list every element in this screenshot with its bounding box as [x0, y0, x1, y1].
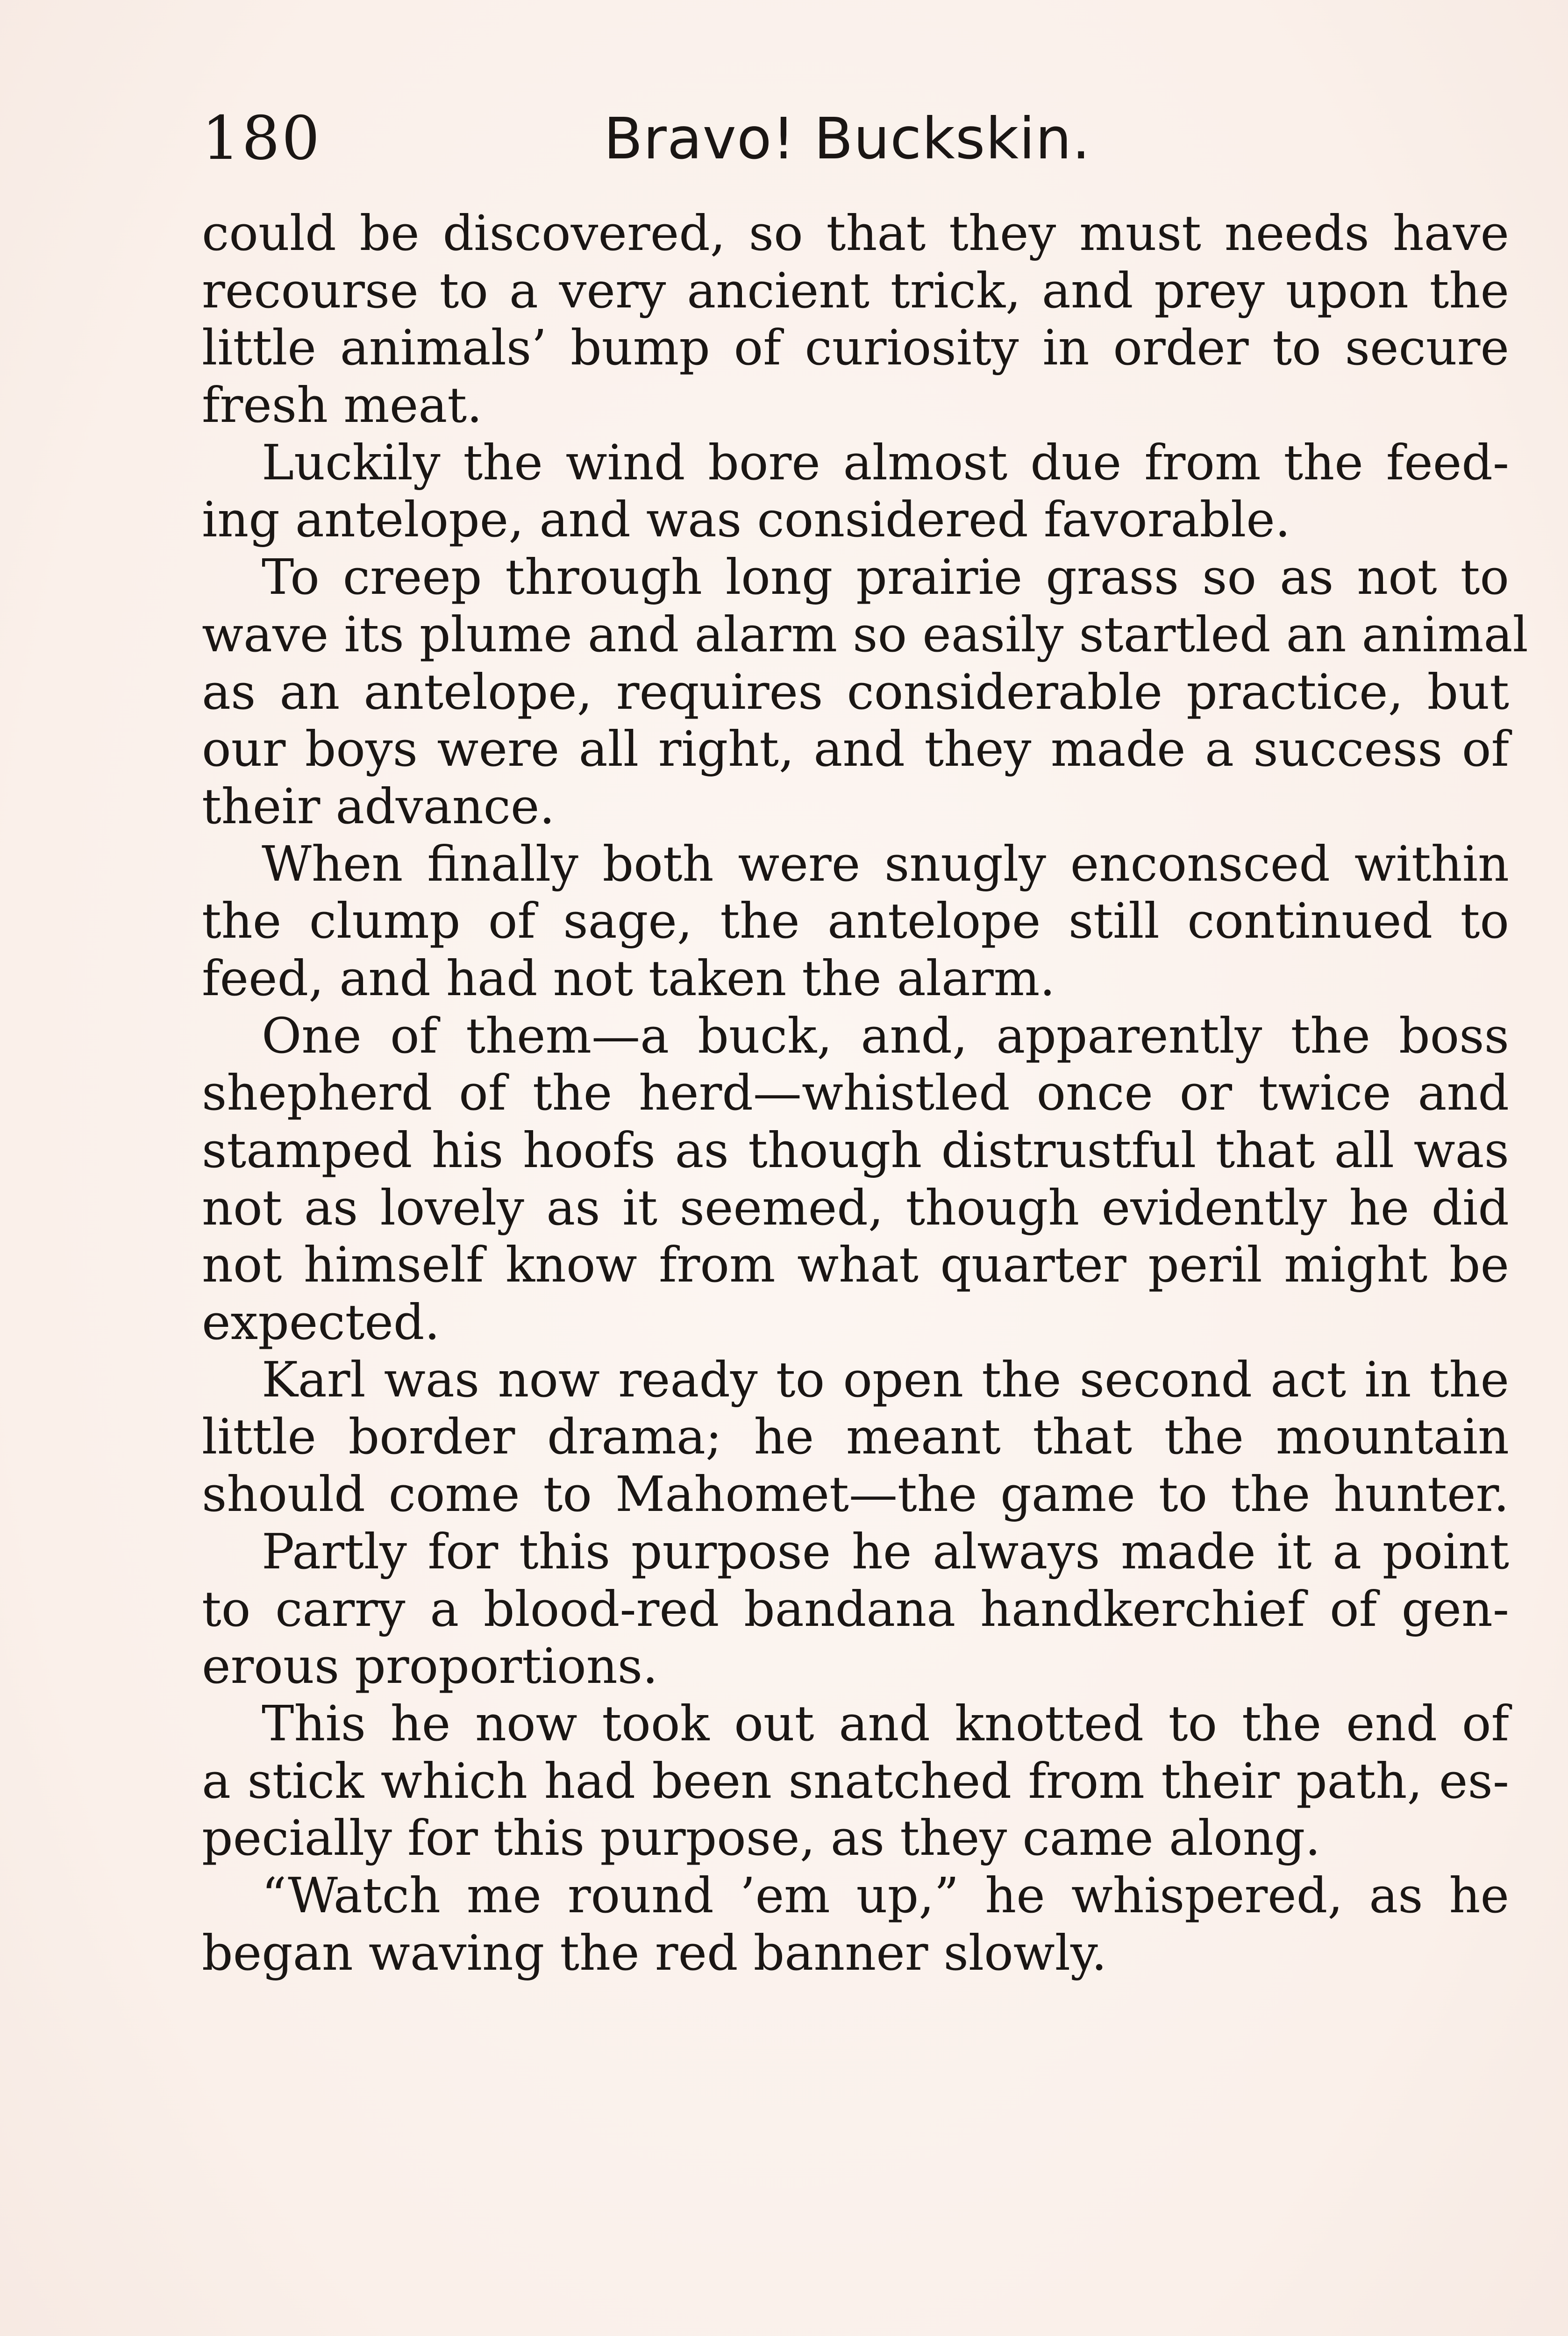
text-line: their advance.	[202, 777, 555, 835]
text-line: One of them—a buck, and, apparently the boss	[262, 1007, 1509, 1064]
text-line: To creep through long prairie grass so as not to	[262, 548, 1509, 606]
text-line: a stick which had been snatched from their path, es-	[202, 1752, 1509, 1809]
text-line: not as lovely as it seemed, though evidently he did	[202, 1179, 1509, 1236]
text-line: expected.	[202, 1294, 440, 1351]
text-line: This he now took out and knotted to the end of	[262, 1695, 1509, 1752]
text-line: the clump of sage, the antelope still continued to	[202, 892, 1509, 950]
text-line: little animals’ bump of curiosity in order to secure	[202, 319, 1509, 377]
text-line: could be discovered, so that they must needs have	[202, 205, 1509, 262]
text-line: should come to Mahomet—the game to the hunter.	[202, 1466, 1509, 1523]
text-line: feed, and had not taken the alarm.	[202, 949, 1055, 1007]
text-line: began waving the red banner slowly.	[202, 1924, 1107, 1981]
text-line: pecially for this purpose, as they came along.	[202, 1809, 1321, 1867]
text-line: Luckily the wind bore almost due from the feed-	[262, 434, 1509, 491]
text-line: “Watch me round ’em up,” he whispered, as he	[262, 1866, 1509, 1924]
text-line: Karl was now ready to open the second act in the	[262, 1351, 1509, 1408]
page-header	[202, 104, 1510, 174]
body-text	[202, 205, 1528, 1981]
text-line: fresh meat.	[202, 377, 483, 434]
text-line: to carry a blood-red bandana handkerchief of gen-	[202, 1580, 1509, 1638]
text-line: When finally both were snugly enconsced within	[262, 835, 1509, 892]
text-line: little border drama; he meant that the mountain	[202, 1408, 1509, 1466]
text-line: recourse to a very ancient trick, and prey upon the	[202, 262, 1509, 319]
text-line: shepherd of the herd—whistled once or twice and	[202, 1064, 1509, 1122]
text-line: our boys were all right, and they made a success of	[202, 720, 1509, 778]
text-line: erous proportions.	[202, 1638, 658, 1695]
running-title: Bravo! Buckskin.	[604, 106, 1091, 172]
text-line: ing antelope, and was considered favorable.	[202, 491, 1290, 548]
text-line: wave its plume and alarm so easily startled an animal	[202, 605, 1528, 663]
text-line: stamped his hoofs as though distrustful that all was	[202, 1122, 1509, 1179]
text-line: not himself know from what quarter peril might be	[202, 1236, 1509, 1294]
text-line: as an antelope, requires considerable practice, but	[202, 663, 1509, 720]
text-line: Partly for this purpose he always made it a point	[262, 1523, 1509, 1580]
page-number: 180	[202, 104, 322, 173]
